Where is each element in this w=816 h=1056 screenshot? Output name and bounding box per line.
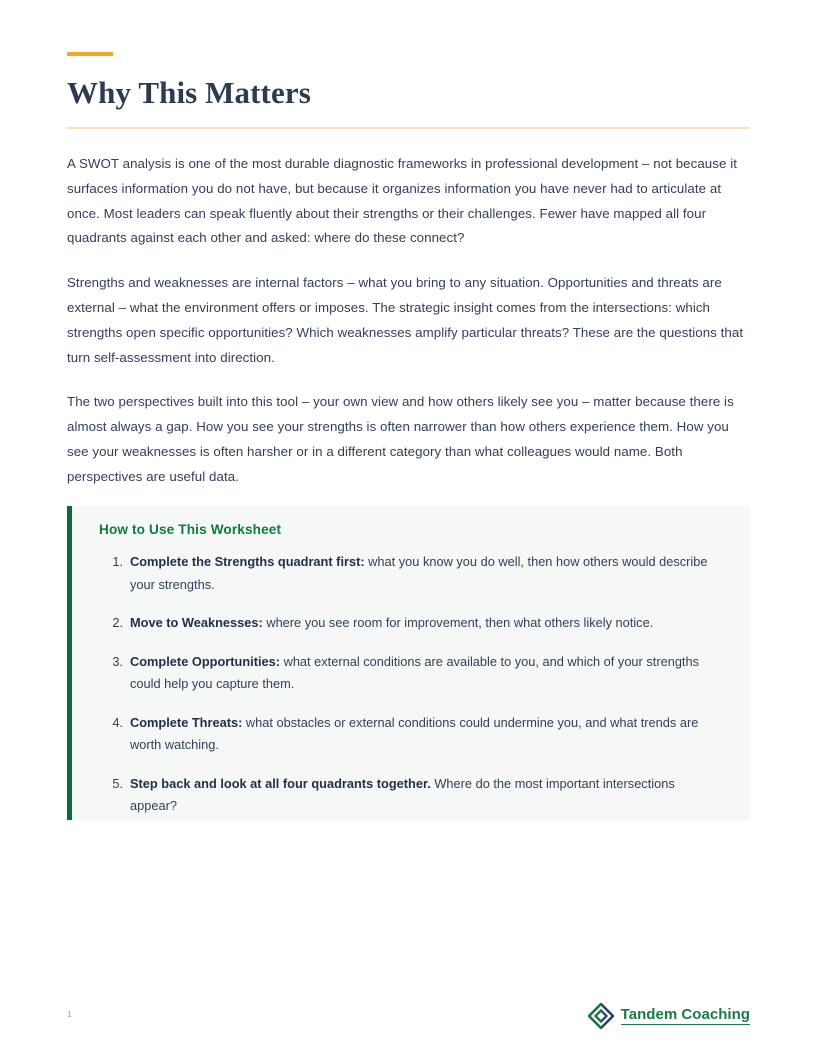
body-paragraph-3: The two perspectives built into this tool – your own view and how others likely see you – matter because there is almost always a gap. How you see your strengths is often narrower than how others experience them. How you see your weaknesses is often harsher or in a different category than what colleagues would name. Both perspectives are useful data. [67, 394, 734, 484]
step-body-text: what external conditions are available to you, and which of your strengths could help you capture them. [130, 653, 700, 691]
orange-accent-bar [67, 52, 113, 56]
step-lead-text: Complete the Strengths quadrant first: [130, 554, 365, 569]
step-lead-text: Move to Weaknesses: [130, 615, 263, 630]
list-item [99, 712, 724, 757]
list-item [99, 651, 724, 696]
step-number: 3. [112, 653, 123, 669]
tandem-diamond-logo-icon [588, 1003, 614, 1029]
step-lead-text: Step back and look at all four quadrants together. [130, 775, 431, 791]
page-number: 1 [67, 1009, 72, 1019]
step-body-text: where you see room for improvement, then what others likely notice. [262, 615, 654, 630]
step-body-text: Where do the most important intersections appear? [130, 775, 675, 813]
steps-list [99, 551, 724, 818]
how-to-use-callout [67, 506, 750, 820]
list-item [99, 551, 724, 596]
step-lead-text: Complete Opportunities: [130, 653, 281, 669]
step-number: 4. [112, 714, 123, 730]
title-divider-rule [67, 127, 750, 129]
page-content [67, 52, 750, 490]
callout-title: How to Use This Worksheet [99, 522, 282, 537]
brand-logo [588, 1003, 750, 1029]
step-body-text: what obstacles or external conditions could undermine you, and what trends are worth watching. [130, 714, 699, 752]
brand-name: Tandem Coaching [620, 1006, 750, 1024]
list-item [99, 773, 724, 818]
step-number: 5. [112, 775, 123, 791]
body-paragraph-2: Strengths and weaknesses are internal factors – what you bring to any situation. Opportunities and threats are external – what the environment offers or imposes. The strategic insight comes from the intersections: which strengths open specific opportunities? Which weaknesses amplify particular threats? These are the questions that turn self-assessment into direction. [67, 275, 744, 365]
body-paragraph-1: A SWOT analysis is one of the most durable diagnostic frameworks in professional development – not because it surfaces information you do not have, but because it organizes information you have never had to articulate at once. Most leaders can speak fluently about their strengths or their challenges. Fewer have mapped all four quadrants against each other and asked: where do these connect? [67, 156, 737, 246]
step-number: 1. [112, 554, 123, 569]
callout-inner [72, 506, 750, 818]
list-item [99, 612, 724, 635]
page-title: Why This Matters [67, 75, 311, 110]
step-number: 2. [112, 615, 123, 630]
step-body-text: what you know you do well, then how others would describe your strengths. [130, 554, 708, 592]
step-lead-text: Complete Threats: [130, 714, 243, 730]
